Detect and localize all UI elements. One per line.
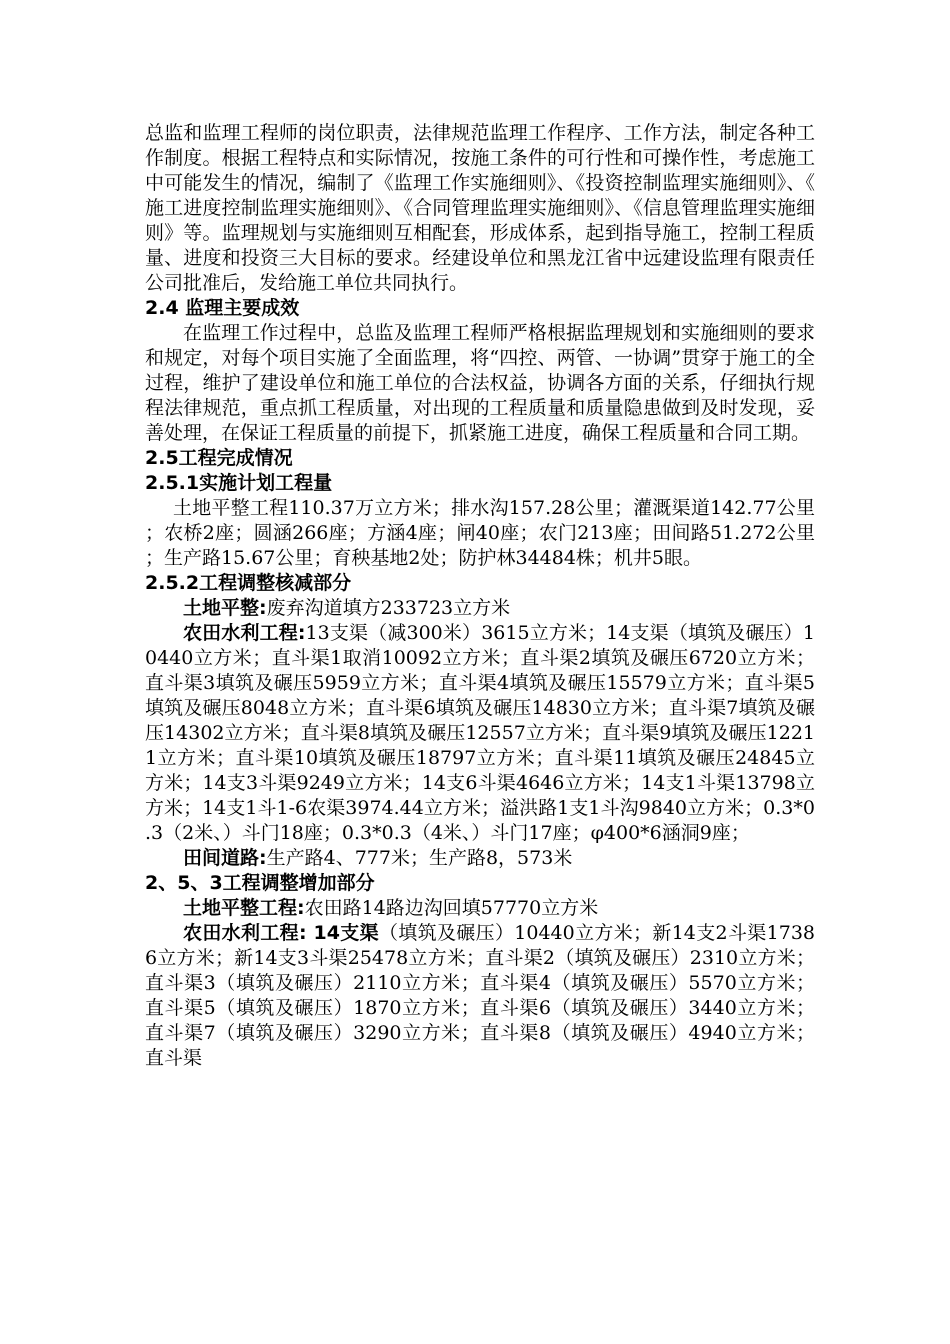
- section-heading-2-5-2: 2.5.2工程调整核减部分: [145, 572, 352, 594]
- paragraph-lead-label: 田间道路:: [183, 847, 267, 869]
- reduction-land-leveling-paragraph: [145, 596, 815, 621]
- section-heading-2-5-1: 2.5.1实施计划工程量: [145, 472, 333, 494]
- paragraph-body-text: 13支渠（减300米）3615立方米；14支渠（填筑及碾压）10440立方米；直斗渠1取消10092立方米；直斗渠2填筑及碾压6720立方米；直斗渠3填筑及碾压5959立方米；直斗渠4填筑及碾压15579立方米；直斗渠5填筑及碾压8048立方米；直斗渠6填筑及碾压14830立方米；直斗渠7填筑及碾压14302立方米；直斗渠8填筑及碾压12557立方米；直斗渠9填筑及碾压12211立方米；直斗渠10填筑及碾压18797立方米；直斗渠11填筑及碾压24845立方米；14支3斗渠9249立方米；14支6斗渠4646立方米；14支1斗渠13798立方米；14支1斗1-6农渠3974.44立方米；溢洪路1支1斗沟9840立方米；0.3*0.3（2米、）斗门18座；0.3*0.3（4米、）斗门17座；φ400*6涵洞9座；: [145, 622, 815, 844]
- paragraph-lead-label: 农田水利工程: 14支渠: [183, 922, 379, 944]
- reduction-irrigation-paragraph: [145, 621, 815, 846]
- planned-quantities-paragraph: 土地平整工程110.37万立方米；排水沟157.28公里；灌溉渠道142.77公里；农桥2座；圆涵266座；方涵4座；闸40座；农门213座；田间路51.272公里；生产路15.67公里；育秧基地2处；防护林34484株；机井5眼。: [145, 497, 815, 569]
- paragraph-body-text: 废弃沟道填方233723立方米: [266, 597, 511, 619]
- paragraph-body-text: 生产路4、777米；生产路8，573米: [266, 847, 573, 869]
- paragraph-lead-label: 土地平整工程:: [183, 897, 305, 919]
- reduction-roads-paragraph: [145, 846, 815, 871]
- section-heading-2-4: 2.4 监理主要成效: [145, 297, 300, 319]
- addition-land-leveling-paragraph: [145, 896, 815, 921]
- section-heading-2-5-3: 2、5、3工程调整增加部分: [145, 872, 375, 894]
- paragraph-lead-label: 农田水利工程:: [183, 622, 306, 644]
- supervision-planning-paragraph: 总监和监理工程师的岗位职责，法律规范监理工作程序、工作方法，制定各种工作制度。根据工程特点和实际情况，按施工条件的可行性和可操作性，考虑施工中可能发生的情况，编制了《监理工作实施细则》、《投资控制监理实施细则》、《施工进度控制监理实施细则》、《合同管理监理实施细则》、《信息管理监理实施细则》等。监理规划与实施细则互相配套，形成体系，起到指导施工，控制工程质量、进度和投资三大目标的要求。经建设单位和黑龙江省中远建设监理有限责任公司批准后，发给施工单位共同执行。: [145, 122, 815, 294]
- addition-irrigation-paragraph: [145, 921, 815, 1071]
- supervision-results-paragraph: 在监理工作过程中，总监及监理工程师严格根据监理规划和实施细则的要求和规定，对每个项目实施了全面监理，将“四控、两管、一协调”贯穿于施工的全过程，维护了建设单位和施工单位的合法权益，协调各方面的关系，仔细执行规程法律规范，重点抓工程质量，对出现的工程质量和质量隐患做到及时发现，妥善处理，在保证工程质量的前提下，抓紧施工进度，确保工程质量和合同工期。: [145, 322, 815, 444]
- section-heading-2-5: 2.5工程完成情况: [145, 447, 293, 469]
- document-page: [145, 121, 815, 1071]
- paragraph-body-text: 农田路14路边沟回填57770立方米: [304, 897, 599, 919]
- paragraph-lead-label: 土地平整:: [183, 597, 267, 619]
- paragraph-body-text: （填筑及碾压）10440立方米；新14支2斗渠17386立方米；新14支3斗渠25478立方米；直斗渠2（填筑及碾压）2310立方米；直斗渠3（填筑及碾压）2110立方米；直斗渠4（填筑及碾压）5570立方米；直斗渠5（填筑及碾压）1870立方米；直斗渠6（填筑及碾压）3440立方米；直斗渠7（填筑及碾压）3290立方米；直斗渠8（填筑及碾压）4940立方米；直斗渠: [145, 922, 815, 1069]
